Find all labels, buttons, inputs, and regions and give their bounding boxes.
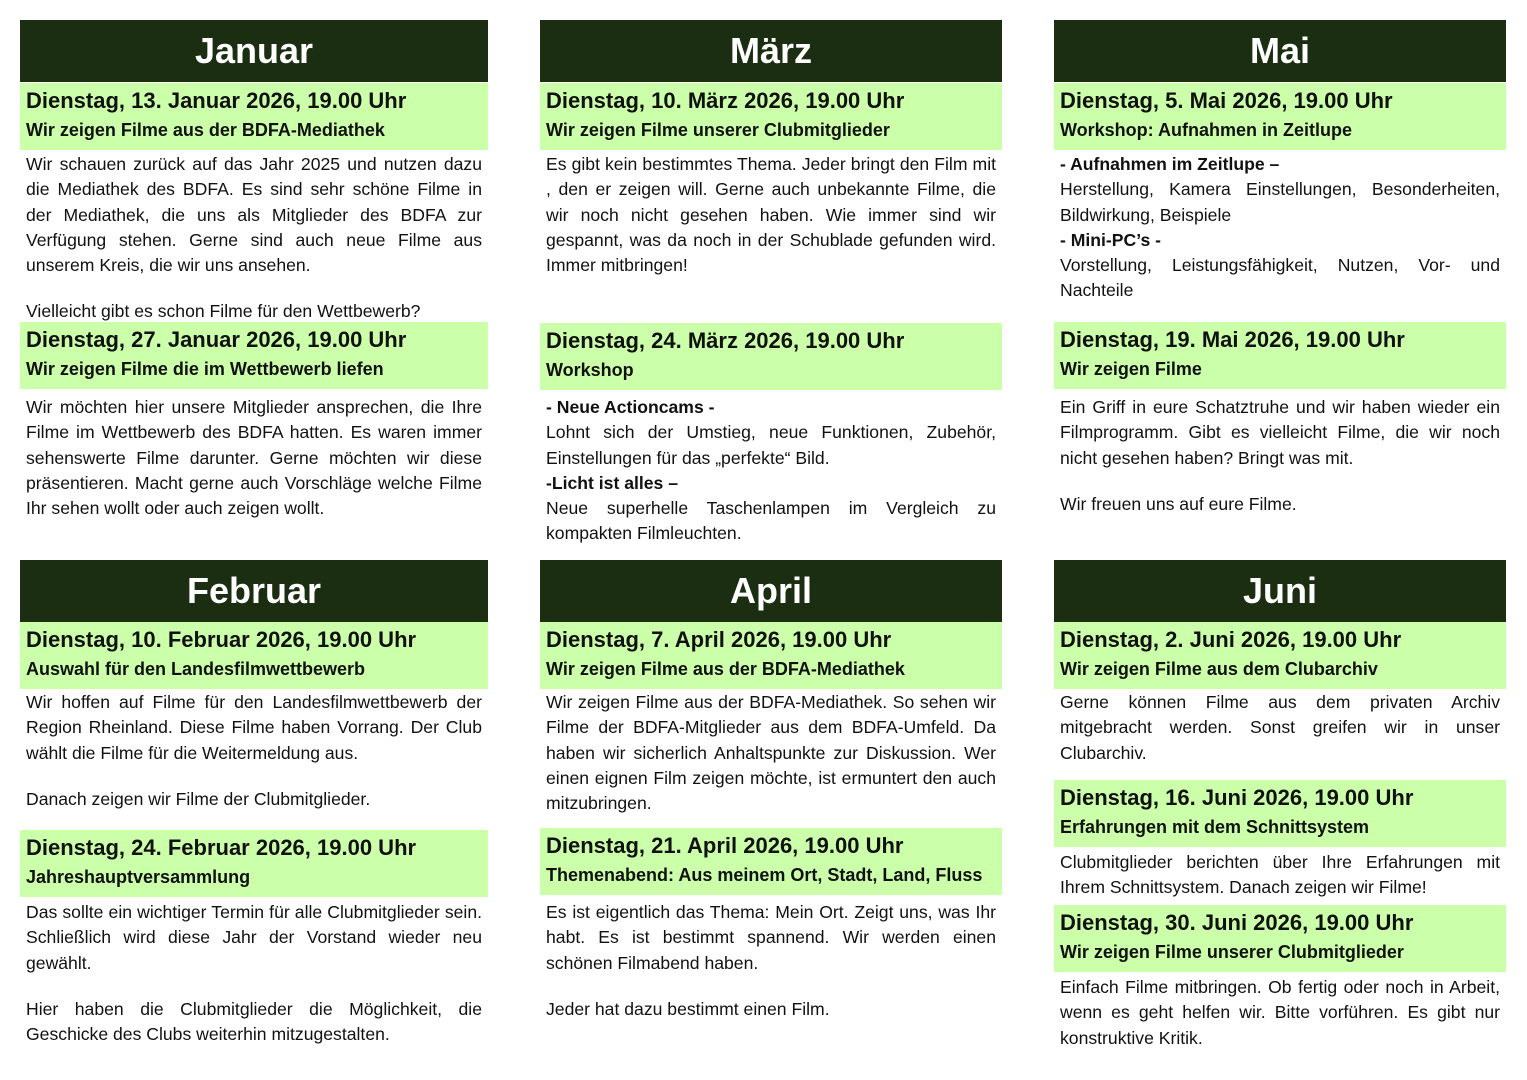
description-paragraph: Neue superhelle Taschenlampen im Vergleich zu kompakten Filmleuchten. [546, 498, 996, 544]
description-paragraph: Wir freuen uns auf eure Filme. [1060, 493, 1297, 514]
description-paragraph: Jeder hat dazu bestimmt einen Film. [546, 998, 830, 1019]
description-paragraph: Wir hoffen auf Filme für den Landesfilmwettbewerb der Region Rheinland. Diese Filme haben Vorrang. Der Club wählt die Filme für die Weitermeldung aus. [26, 692, 482, 763]
event-topic: Jahreshauptversammlung [26, 867, 251, 887]
month-header: April [540, 560, 1002, 622]
event-date: Dienstag, 21. April 2026, 19.00 Uhr [546, 833, 904, 858]
event-date: Dienstag, 24. Februar 2026, 19.00 Uhr [26, 835, 417, 860]
event-header [1054, 905, 1506, 972]
event-topic: Auswahl für den Landesfilmwettbewerb [26, 659, 366, 679]
month-header: Februar [20, 560, 488, 622]
description-paragraph: Wir schauen zurück auf das Jahr 2025 und nutzen dazu die Mediathek des BDFA. Es sind sehr schöne Filme in der Mediathek, die uns als Mitglieder des BDFA zur Verfügung stehen. Gerne sind auch neue Filme aus unserem Kreis, die wir uns ansehen. [26, 154, 482, 276]
event-description [540, 152, 1002, 278]
event-header [540, 323, 1002, 390]
event-date: Dienstag, 10. März 2026, 19.00 Uhr [546, 88, 905, 113]
event-header [1054, 622, 1506, 689]
description-paragraph: Danach zeigen wir Filme der Clubmitglieder. [26, 788, 371, 809]
event-topic: Erfahrungen mit dem Schnittsystem [1060, 817, 1370, 837]
event-date: Dienstag, 7. April 2026, 19.00 Uhr [546, 627, 892, 652]
description-paragraph: Das sollte ein wichtiger Termin für alle Clubmitglieder sein. Schließlich wird diese Jahr der Vorstand wieder neu gewählt. [26, 902, 482, 973]
event-description [20, 900, 488, 1047]
event-description [540, 395, 1002, 547]
event-topic: Workshop: Aufnahmen in Zeitlupe [1060, 120, 1352, 140]
event-header [20, 622, 488, 689]
event-topic: Wir zeigen Filme unserer Clubmitglieder [1060, 942, 1404, 962]
event-topic: Wir zeigen Filme aus der BDFA-Mediathek [546, 659, 905, 679]
event-topic: Wir zeigen Filme aus dem Clubarchiv [1060, 659, 1378, 679]
description-paragraph: Wir möchten hier unsere Mitglieder ansprechen, die Ihre Filme im Wettbewerb des BDFA hatten. Es waren immer sehenswerte Filme darunter. Gerne möchten wir diese präsentieren. Macht gerne auch Vorschläge welche Filme Ihr sehen wollt oder auch zeigen wollt. [26, 397, 482, 519]
event-date: Dienstag, 19. Mai 2026, 19.00 Uhr [1060, 327, 1405, 352]
description-paragraph: Herstellung, Kamera Einstellungen, Besonderheiten, Bildwirkung, Beispiele [1060, 179, 1500, 225]
description-paragraph: - Neue Actioncams - [546, 397, 715, 417]
event-header [20, 830, 488, 897]
event-header [20, 322, 488, 389]
description-paragraph: Wir zeigen Filme aus der BDFA-Mediathek. So sehen wir Filme der BDFA-Mitglieder aus dem BDFA-Umfeld. Da haben wir sicherlich Anhaltspunkte zur Diskussion. Wer einen eignen Film zeigen möchte, ist ermuntert den auch mitzubringen. [546, 692, 996, 814]
event-description [1054, 152, 1506, 304]
description-paragraph: Es gibt kein bestimmtes Thema. Jeder bringt den Film mit , den er zeigen will. Gerne auch unbekannte Filme, die wir noch nicht gesehen haben. Wie immer sind wir gespannt, was da noch in der Schublade gefunden wird. Immer mitbringen! [546, 154, 996, 276]
event-topic: Themenabend: Aus meinem Ort, Stadt, Land, Fluss [546, 865, 983, 885]
event-header [1054, 322, 1506, 389]
description-paragraph: Lohnt sich der Umstieg, neue Funktionen, Zubehör, Einstellungen für das „perfekte“ Bild. [546, 422, 996, 468]
description-paragraph: Es ist eigentlich das Thema: Mein Ort. Zeigt uns, was Ihr habt. Es ist bestimmt spannend. Wir werden einen schönen Filmabend haben. [546, 902, 996, 973]
month-header: März [540, 20, 1002, 82]
event-date: Dienstag, 16. Juni 2026, 19.00 Uhr [1060, 785, 1414, 810]
description-paragraph: Vorstellung, Leistungsfähigkeit, Nutzen, Vor- und Nachteile [1060, 255, 1500, 301]
event-description [20, 690, 488, 812]
description-paragraph: Gerne können Filme aus dem privaten Archiv mitgebracht werden. Sonst greifen wir in unser Clubarchiv. [1060, 692, 1500, 763]
event-header [20, 83, 488, 150]
event-topic: Workshop [546, 360, 634, 380]
event-header [540, 83, 1002, 150]
event-description [540, 900, 1002, 1022]
event-date: Dienstag, 24. März 2026, 19.00 Uhr [546, 328, 905, 353]
description-paragraph: - Aufnahmen im Zeitlupe – [1060, 154, 1280, 174]
event-date: Dienstag, 30. Juni 2026, 19.00 Uhr [1060, 910, 1414, 935]
month-header: Juni [1054, 560, 1506, 622]
description-paragraph: -Licht ist alles – [546, 472, 678, 493]
event-description [1054, 690, 1506, 766]
event-date: Dienstag, 5. Mai 2026, 19.00 Uhr [1060, 88, 1393, 113]
event-description [1054, 975, 1506, 1051]
event-description [20, 395, 488, 521]
event-topic: Wir zeigen Filme aus der BDFA-Mediathek [26, 120, 385, 140]
event-description [20, 152, 488, 325]
description-paragraph: Vielleicht gibt es schon Filme für den Wettbewerb? [26, 301, 421, 322]
month-header: Januar [20, 20, 488, 82]
event-header [1054, 780, 1506, 847]
event-date: Dienstag, 27. Januar 2026, 19.00 Uhr [26, 327, 407, 352]
description-paragraph: Einfach Filme mitbringen. Ob fertig oder noch in Arbeit, wenn es geht helfen wir. Bitte vorführen. Es gibt nur konstruktive Kritik. [1060, 977, 1500, 1048]
event-header [540, 622, 1002, 689]
event-topic: Wir zeigen Filme unserer Clubmitglieder [546, 120, 890, 140]
description-paragraph: - Mini-PC’s - [1060, 229, 1161, 250]
event-header [540, 828, 1002, 895]
description-paragraph: Clubmitglieder berichten über Ihre Erfahrungen mit Ihrem Schnittsystem. Danach zeigen wir Filme! [1060, 852, 1500, 898]
description-paragraph: Ein Griff in eure Schatztruhe und wir haben wieder ein Filmprogramm. Gibt es vielleicht Filme, die wir noch nicht gesehen haben? Bringt was mit. [1060, 397, 1500, 468]
event-topic: Wir zeigen Filme die im Wettbewerb liefen [26, 359, 384, 379]
event-description [540, 690, 1002, 816]
event-date: Dienstag, 13. Januar 2026, 19.00 Uhr [26, 88, 407, 113]
month-header: Mai [1054, 20, 1506, 82]
event-description [1054, 395, 1506, 517]
event-date: Dienstag, 2. Juni 2026, 19.00 Uhr [1060, 627, 1402, 652]
description-paragraph: Hier haben die Clubmitglieder die Möglichkeit, die Geschicke des Clubs weiterhin mitzugestalten. [26, 998, 482, 1045]
event-header [1054, 83, 1506, 150]
event-date: Dienstag, 10. Februar 2026, 19.00 Uhr [26, 627, 417, 652]
event-description [1054, 850, 1506, 901]
event-topic: Wir zeigen Filme [1060, 359, 1202, 379]
